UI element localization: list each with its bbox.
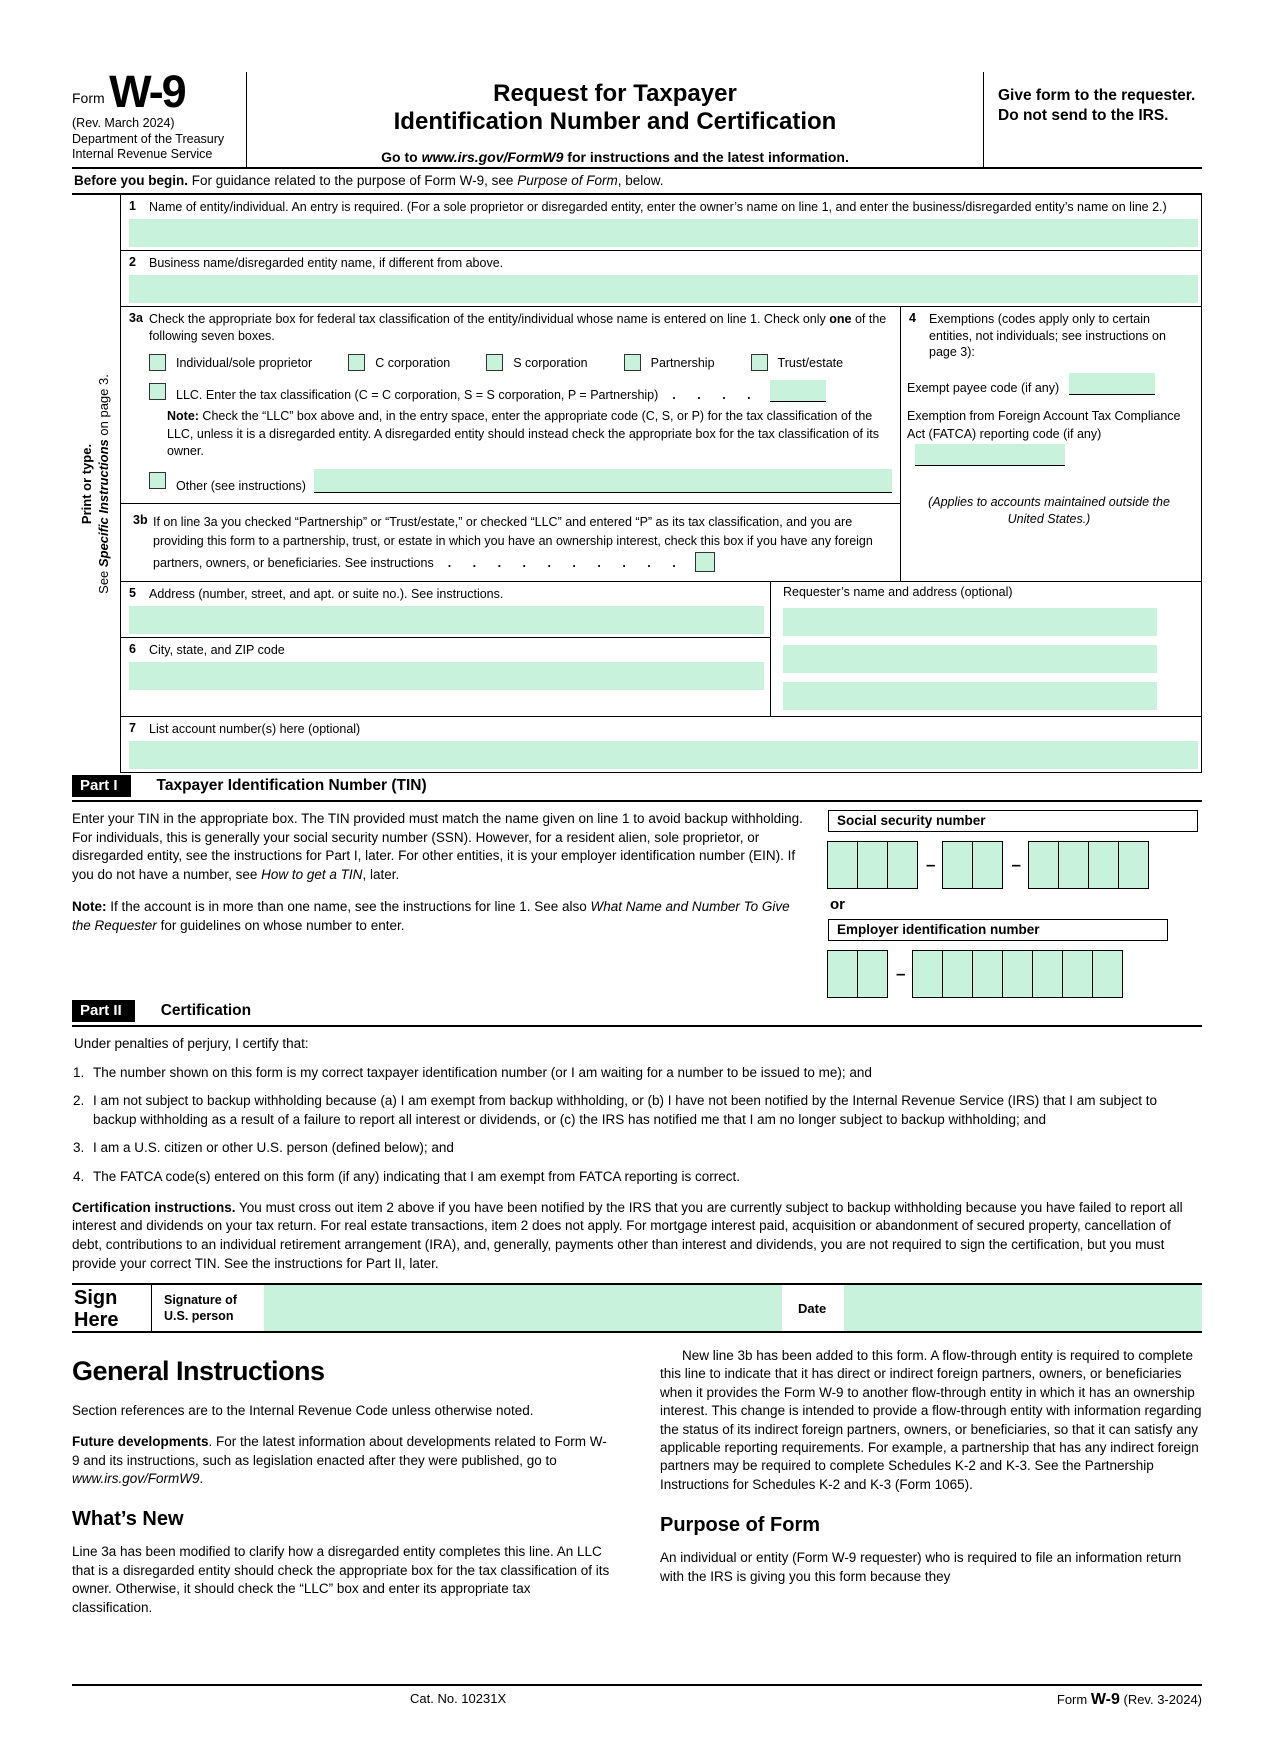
page-footer [72, 1684, 1202, 1714]
certification-item-2: 2. I am not subject to backup withholding because (a) I am exempt from backup withholding, or (b) I have not been notified by the Internal Revenue Service (IRS) that I am subject to backup withholding as a result of a failure to report all interest or dividends, or (c) the IRS has notified me that I am no longer subject to backup withholding; and [73, 1093, 1158, 1127]
line1-label: Name of entity/individual. An entry is required. (For a sole proprietor or disregarded entity, enter the owner’s name on line 1, and enter the business/disregarded entity’s name on line 2.) [149, 199, 1167, 214]
tax-classification-checkboxes [149, 354, 900, 371]
label-s-corporation: S corporation [513, 355, 588, 370]
new-line-3b-paragraph: New line 3b has been added to this form. A flow-through entity is required to complete this line to indicate that it has direct or indirect foreign partners, owners, or beneficiaries when it provides the Form W-9 to another flow-through entity in which it has an ownership interest. This change is intended to provide a flow-through entity with information regarding the status of its indirect foreign partners, owners, or beneficiaries, so that it can satisfy any applicable reporting requirements. For example, a partnership that has any indirect foreign partners may be required to complete Schedules K-2 and K-3. See the Partnership Instructions for Schedules K-2 and K-3 (Form 1065). [660, 1348, 1202, 1492]
form-header [72, 66, 1202, 169]
ssn-digit-box[interactable] [857, 841, 888, 889]
date-input[interactable] [844, 1285, 1202, 1331]
irs-url-link[interactable]: www.irs.gov/FormW9 [421, 148, 564, 165]
form-title-block [246, 72, 984, 167]
checkbox-other[interactable] [149, 472, 166, 489]
other-row [149, 469, 892, 493]
general-instructions-title: General Instructions [72, 1356, 325, 1387]
line2-number: 2 [129, 254, 136, 269]
form-id-block [72, 66, 246, 167]
llc-dot-leader: . . . . [672, 388, 760, 403]
part2-title: Certification [160, 1001, 252, 1019]
applies-note: (Applies to accounts maintained outside the United States.) [928, 494, 1170, 526]
account-numbers-input[interactable] [129, 741, 1198, 769]
ein-digit-box[interactable] [1092, 950, 1123, 998]
ssn-digit-box[interactable] [1028, 841, 1059, 889]
line5-number: 5 [129, 586, 136, 600]
line4-number: 4 [909, 310, 916, 325]
ssn-digit-box[interactable] [1118, 841, 1149, 889]
line3a-section [121, 307, 900, 504]
form-revision: (Rev. March 2024) [72, 116, 175, 130]
ein-digit-box[interactable] [857, 950, 888, 998]
ssn-digit-box[interactable] [887, 841, 918, 889]
line3-and-4-row [121, 307, 1201, 582]
sign-here-label: Sign Here [72, 1285, 152, 1331]
part1-intro: Enter your TIN in the appropriate box. The TIN provided must match the name given on line 1 to avoid backup withholding. For individuals, this is generally your social security number (SSN). However, for a resident alien, sole proprietor, or disregarded entity, see the instructions for Part I, later. For other entities, it is your employer identification number (EIN). If you do not have a number, see How to get a TIN, later. [72, 810, 803, 882]
print-or-type-sidebar [72, 195, 120, 773]
form-body [72, 195, 1202, 773]
label-c-corporation: C corporation [375, 355, 451, 370]
fatca-label: Exemption from Foreign Account Tax Compliance Act (FATCA) reporting code (if any) [907, 409, 1181, 442]
footer-form-id: Form W-9 (Rev. 3-2024) [1056, 1690, 1202, 1708]
ssn-digit-box[interactable] [1088, 841, 1119, 889]
other-label: Other (see instructions) [176, 478, 306, 493]
line3b-label: If on line 3a you checked “Partnership” or “Trust/estate,” or checked “LLC” and entered “P” as its tax classification, and you are providing this form to a partnership, trust, or estate in which you have an ownership interest, check this box if you have any foreign partners, owners, or beneficiaries. See instructions . . . . . . . . . . [153, 514, 873, 570]
exempt-payee-label: Exempt payee code (if any) [907, 381, 1060, 396]
llc-row [149, 380, 890, 402]
requester-input-2[interactable] [783, 645, 1157, 673]
line4-label: Exemptions (codes apply only to certain entities, not individuals; see instructions on page 3): [929, 311, 1166, 360]
certification-instructions: Certification instructions. You must cross out item 2 above if you have been notified by the IRS that you are currently subject to backup withholding because you have failed to report all interest and dividends on your tax return. For real estate transactions, item 2 does not apply. For mortgage interest paid, acquisition or abandonment of secured property, cancellation of debt, contributions to an individual retirement arrangement (IRA), and, generally, payments other than interest and dividends, you are not required to sign the certification, but you must provide your correct TIN. See the instructions for Part II, later. [72, 1199, 1183, 1271]
line5-6-row [121, 582, 1201, 717]
sidebar-line1: Print or type. [79, 443, 95, 524]
other-input[interactable] [314, 469, 892, 493]
part2-content [72, 1035, 1202, 1273]
line5-section [121, 582, 770, 638]
llc-note: Note: Check the “LLC” box above and, in the entry space, enter the appropriate code (C, S, or P) for the tax classification of the LLC, unless it is a disregarded entity. A disregarded entity should instead check the appropriate box for the tax classification of its owner. [167, 409, 879, 459]
department-line: Department of the Treasury [72, 131, 225, 146]
form-fields-table [120, 195, 1202, 773]
signature-of-label: Signature of U.S. person [164, 1293, 237, 1324]
line1-row [121, 195, 1201, 251]
label-partnership: Partnership [650, 355, 715, 370]
line6-number: 6 [129, 641, 136, 656]
catalog-number: Cat. No. 10231X [410, 1690, 507, 1706]
w9-form-page [72, 0, 1202, 1754]
part1-header [72, 773, 1202, 802]
ssn-label-box: Social security number [828, 810, 1198, 832]
ein-digit-box[interactable] [1002, 950, 1033, 998]
ein-digit-box[interactable] [912, 950, 943, 998]
part1-note: Note: If the account is in more than one name, see the instructions for line 1. See also What Name and Number To Give the Requester for guidelines on whose number to enter. [72, 899, 790, 933]
ein-digit-box[interactable] [942, 950, 973, 998]
form-title: Request for Taxpayer Identification Number and Certification [393, 80, 837, 136]
name-input[interactable] [129, 219, 1198, 247]
exempt-payee-row [907, 373, 1191, 395]
ssn-digit-boxes [828, 841, 1202, 889]
form-word: Form [72, 90, 105, 106]
ein-digit-box[interactable] [827, 950, 858, 998]
checkbox-foreign-partners[interactable] [695, 552, 715, 572]
instructions-section [72, 1347, 1202, 1630]
sign-here-row [72, 1283, 1202, 1333]
signature-input[interactable] [264, 1285, 782, 1331]
llc-classification-input[interactable] [770, 380, 826, 402]
checkbox-partnership[interactable] [624, 354, 641, 371]
address-input[interactable] [129, 606, 764, 634]
part1-title: Taxpayer Identification Number (TIN) [156, 776, 427, 794]
checkbox-individual-sole-proprietor[interactable] [149, 354, 166, 371]
irs-url-link-2[interactable]: www.irs.gov/FormW9 [72, 1470, 200, 1486]
goto-line: Go to www.irs.gov/FormW9 for instructions and the latest information. [381, 148, 849, 165]
section-references-paragraph: Section references are to the Internal Revenue Code unless otherwise noted. [72, 1402, 534, 1418]
whats-new-paragraph: Line 3a has been modified to clarify how a disregarded entity completes this line. An LLC that is a disregarded entity should check the appropriate box for the tax classification of its owner. Otherwise, it should check the “LLC” box and enter its appropriate tax classification. [72, 1544, 610, 1615]
whats-new-title: What’s New [72, 1508, 184, 1531]
line7-row [121, 717, 1201, 769]
sidebar-line2: See Specific Instructions on page 3. [96, 374, 111, 594]
ein-dash: – [896, 963, 906, 983]
line4-section [901, 307, 1201, 581]
line3a-number: 3a [129, 310, 143, 325]
ssn-digit-box[interactable] [972, 841, 1003, 889]
line1-number: 1 [129, 198, 136, 213]
exempt-payee-code-input[interactable] [1069, 373, 1155, 395]
instructions-left-column [72, 1347, 614, 1630]
part1-badge: Part I [72, 775, 131, 797]
line6-label: City, state, and ZIP code [149, 642, 285, 657]
part2-badge: Part II [72, 1000, 135, 1022]
ssn-digit-box[interactable] [827, 841, 858, 889]
fatca-code-input[interactable] [915, 444, 1065, 466]
line7-number: 7 [129, 721, 136, 735]
label-trust-estate: Trust/estate [777, 355, 844, 370]
ein-label-box: Employer identification number [828, 919, 1168, 941]
checkbox-c-corporation[interactable] [348, 354, 365, 371]
ein-digit-box[interactable] [1032, 950, 1063, 998]
certification-intro: Under penalties of perjury, I certify that: [74, 1035, 309, 1051]
checkbox-llc[interactable] [149, 383, 166, 400]
line5-label: Address (number, street, and apt. or suite no.). See instructions. [149, 587, 504, 601]
certification-item-1: 1. The number shown on this form is my correct taxpayer identification number (or I am waiting for a number to be issued to me); and [73, 1064, 872, 1080]
line3b-number: 3b [133, 512, 148, 527]
ein-digit-box[interactable] [972, 950, 1003, 998]
irs-line: Internal Revenue Service [72, 147, 213, 162]
date-label: Date [798, 1301, 827, 1317]
purpose-paragraph: An individual or entity (Form W-9 requester) who is required to file an information return with the IRS is giving you this form because they [660, 1550, 1182, 1584]
checkbox-s-corporation[interactable] [486, 354, 503, 371]
line2-row [121, 251, 1201, 307]
ssn-dash: – [926, 854, 936, 874]
instructions-right-column [660, 1347, 1202, 1630]
city-state-zip-input[interactable] [129, 662, 764, 690]
form-number: W-9 [109, 66, 185, 117]
future-developments-paragraph: Future developments. For the latest information about developments related to Form W-9 and its instructions, such as legislation enacted after they were published, go to www.irs.gov/FormW9. [72, 1434, 607, 1486]
line3b-section [121, 504, 900, 581]
certification-item-4: 4. The FATCA code(s) entered on this form (if any) indicating that I am exempt from FATCA reporting is correct. [73, 1169, 740, 1184]
label-individual-sole-proprietor: Individual/sole proprietor [176, 355, 313, 370]
line3b-dot-leader: . . . . . . . . . . [447, 555, 685, 570]
part2-header [72, 998, 1202, 1027]
line7-label: List account number(s) here (optional) [149, 722, 361, 736]
requester-input-3[interactable] [783, 682, 1157, 710]
requester-section [771, 582, 1201, 716]
llc-label: LLC. Enter the tax classification (C = C corporation, S = S corporation, P = Partnership) [176, 388, 659, 403]
give-form-notice: Give form to the requester. Do not send to the IRS. [998, 87, 1196, 125]
requester-label: Requester’s name and address (optional) [783, 585, 1013, 599]
ein-digit-boxes [828, 950, 1202, 998]
ein-digit-box[interactable] [1062, 950, 1093, 998]
line2-label: Business name/disregarded entity name, if different from above. [149, 255, 504, 270]
ssn-digit-box[interactable] [942, 841, 973, 889]
ssn-dash: – [1011, 854, 1021, 874]
purpose-of-form-title: Purpose of Form [660, 1514, 821, 1536]
requester-input-1[interactable] [783, 608, 1157, 636]
part1-content [72, 802, 1202, 998]
checkbox-trust-estate[interactable] [751, 354, 768, 371]
line6-section [121, 638, 770, 690]
fatca-row [907, 407, 1191, 465]
before-you-begin: Before you begin. For guidance related to the purpose of Form W-9, see Purpose of Form, below. [72, 169, 1202, 195]
business-name-input[interactable] [129, 275, 1198, 303]
certification-item-3: 3. I am a U.S. citizen or other U.S. person (defined below); and [73, 1140, 454, 1156]
ssn-digit-box[interactable] [1058, 841, 1089, 889]
or-label: or [830, 895, 845, 913]
line3a-label: Check the appropriate box for federal tax classification of the entity/individual whose name is entered on line 1. Check only one of the following seven boxes. [149, 311, 887, 343]
